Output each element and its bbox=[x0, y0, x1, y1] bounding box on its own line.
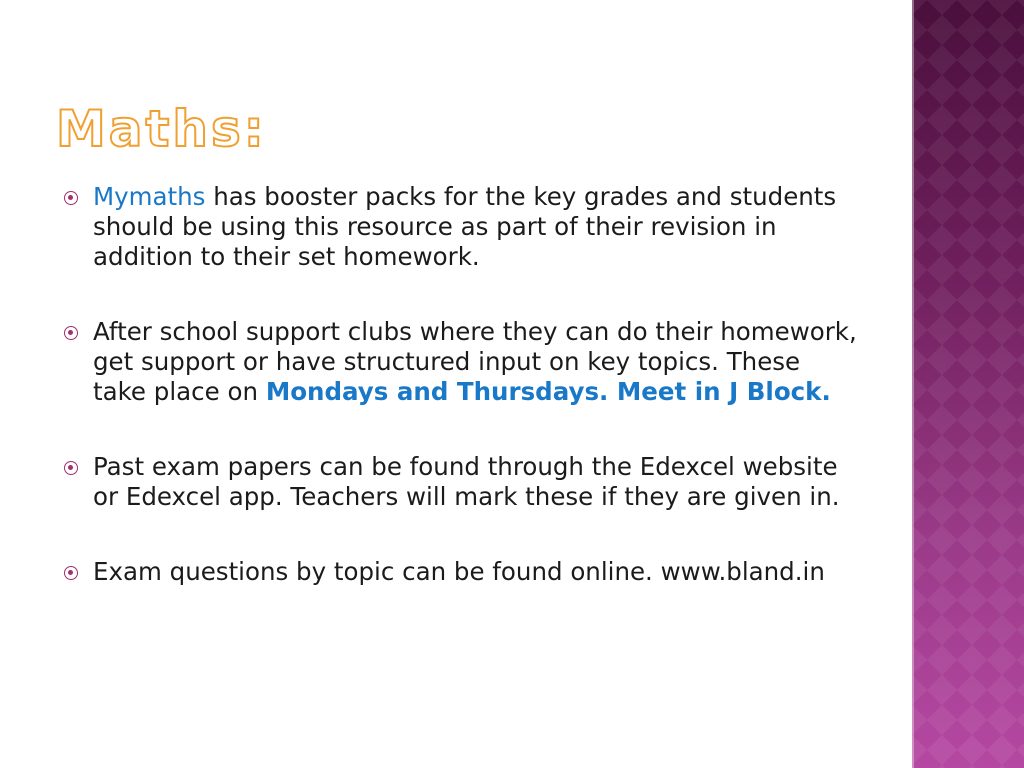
mymaths-highlight: Mymaths bbox=[93, 182, 206, 211]
bullet-item-exam-questions bbox=[60, 557, 860, 587]
bullet-item-past-papers bbox=[60, 452, 860, 512]
band-edge-line bbox=[912, 0, 914, 768]
bullet-text: Past exam papers can be found through the Edexcel website or Edexcel app. Teachers will mark these if they are given in. bbox=[93, 452, 840, 511]
decorative-side-band bbox=[912, 0, 1024, 768]
bullet-circle-icon bbox=[64, 566, 78, 580]
bullet-item-mymaths bbox=[60, 182, 860, 272]
bullet-text: After school support clubs where they can do their homework, get support or have structured input on key topics. These take place on bbox=[93, 317, 857, 406]
bullet-circle-icon bbox=[64, 461, 78, 475]
bullet-item-support-clubs bbox=[60, 317, 860, 407]
diamond-pattern bbox=[912, 0, 1024, 768]
bullet-text: has booster packs for the key grades and students should be using this resource as part of their revision in addition to their set homework. bbox=[93, 182, 837, 271]
bullet-list bbox=[60, 182, 860, 632]
schedule-highlight: Mondays and Thursdays. Meet in J Block. bbox=[265, 377, 831, 406]
bullet-text: Exam questions by topic can be found online. www.bland.in bbox=[93, 557, 825, 586]
bullet-circle-icon bbox=[64, 191, 78, 205]
slide-title: Maths: bbox=[56, 100, 267, 158]
bullet-circle-icon bbox=[64, 326, 78, 340]
